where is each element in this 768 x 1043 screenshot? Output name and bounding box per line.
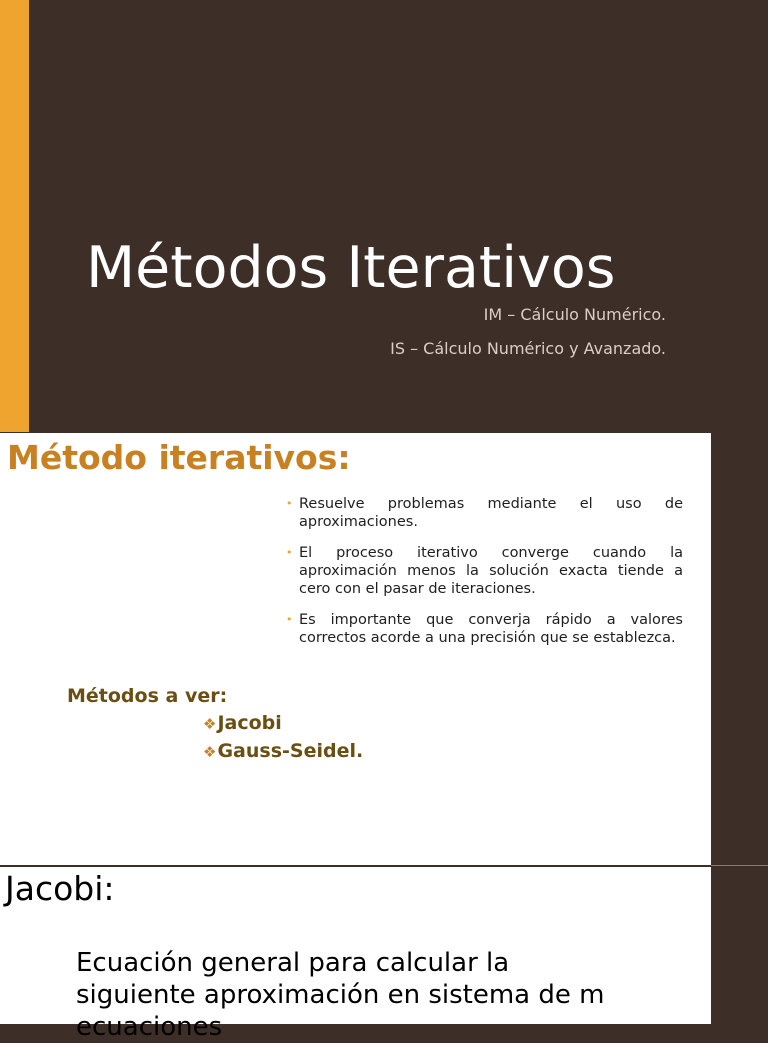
bullet-dot-icon: • [286,546,293,559]
methods-heading: Métodos a ver: [67,685,228,707]
bullet-text: El proceso iterativo converge cuando la aproximación menos la solución exacta tiende a cero con el pasar de iteraciones. [299,545,683,597]
subtitle-line-1: IM – Cálculo Numérico. [483,305,666,324]
method-label: Jacobi [217,712,282,734]
diamond-bullet-icon: ❖ [203,743,217,761]
slide-body-text: Ecuación general para calcular la siguiente aproximación en sistema de m ecuaciones [76,948,605,1042]
title-slide [0,0,768,432]
accent-bar [0,0,29,432]
bullet-list [286,495,683,660]
bullet-dot-icon: • [286,613,293,626]
bullet-item [286,611,683,647]
slide-heading: Método iterativos: [7,438,351,477]
bullet-item [286,495,683,531]
bullet-dot-icon: • [286,497,293,510]
slide-title: Métodos Iterativos [86,235,616,301]
content-slide-jacobi [0,867,711,1042]
method-label: Gauss-Seidel. [217,740,364,762]
bullet-text: Es importante que converja rápido a valores correctos acorde a una precisión que se establezca. [299,612,683,646]
diamond-bullet-icon: ❖ [203,715,217,733]
slide-heading: Jacobi: [5,869,115,908]
method-item-jacobi [203,712,282,734]
content-slide-methods [0,433,711,865]
method-item-gauss-seidel [203,740,363,762]
slide-divider [711,865,768,866]
bullet-text: Resuelve problemas mediante el uso de aproximaciones. [299,496,683,530]
subtitle-line-2: IS – Cálculo Numérico y Avanzado. [390,339,666,358]
bullet-item [286,544,683,598]
